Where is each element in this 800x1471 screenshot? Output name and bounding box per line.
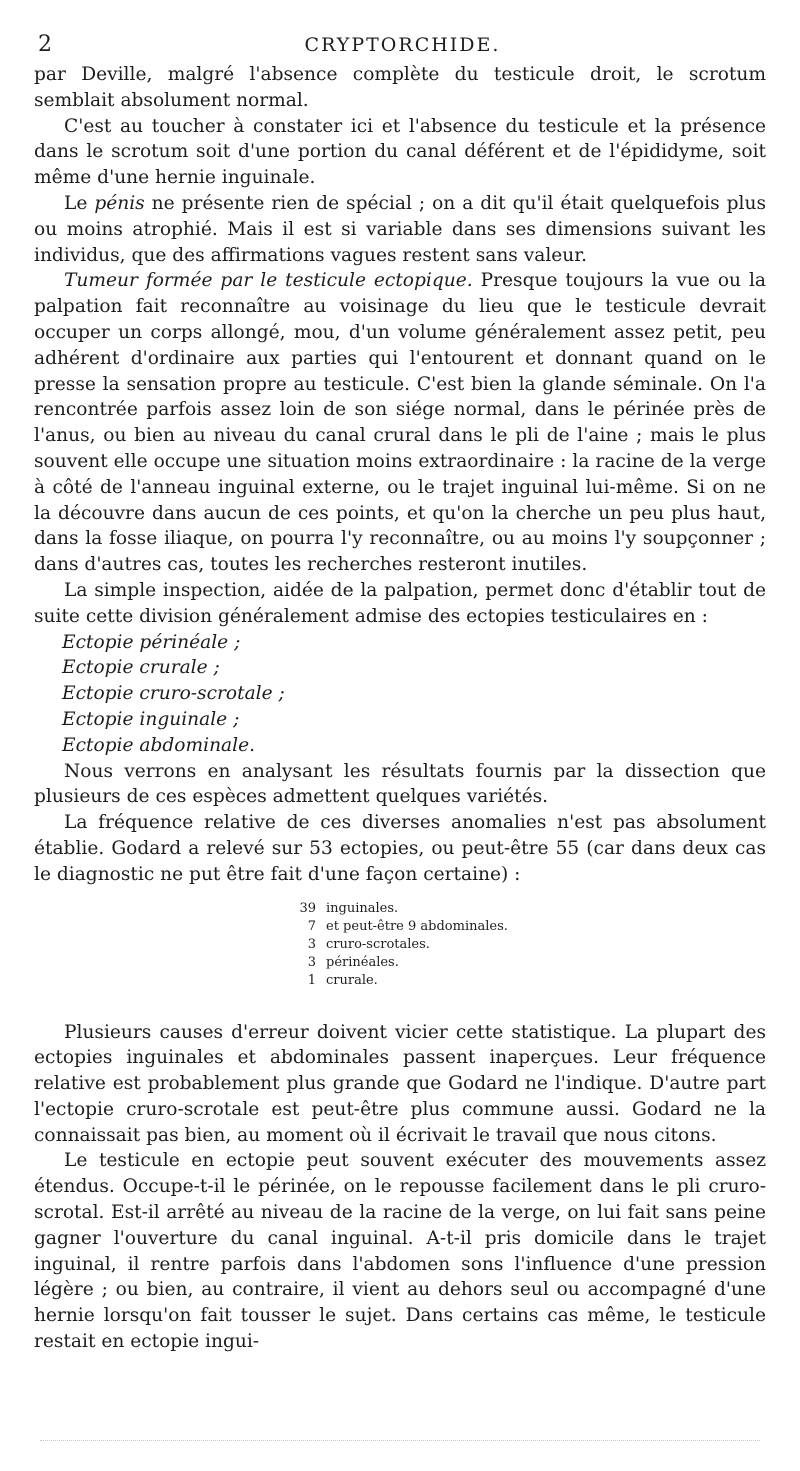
ectopy-list	[34, 630, 766, 759]
list-item: Ectopie crurale ;	[62, 657, 220, 679]
paragraph: C'est au toucher à constater ici et l'absence du testicule et la présence dans le scrotum soit d'une portion du canal déférent et de l'épididyme, soit même d'une hernie inguinale.	[34, 115, 766, 189]
page-header	[30, 30, 775, 60]
paragraph: La fréquence relative de ces diverses anomalies n'est pas absolument établie. Godard a relevé sur 53 ectopies, ou peut-être 55 (car dans deux cas le diagnostic ne put être fait d'une façon certaine) :	[34, 812, 766, 885]
stat-label: crurale.	[326, 972, 378, 988]
list-item: Ectopie cruro-scrotale ;	[62, 683, 285, 705]
stat-label: et peut-être 9 abdominales.	[326, 918, 508, 934]
table-row	[286, 918, 508, 936]
stat-count: 7	[307, 918, 316, 934]
stat-count: 1	[307, 972, 316, 988]
section-heading-italic: Tumeur formée par le testicule ectopique.	[64, 270, 473, 292]
list-item: Ectopie abdominale.	[62, 734, 256, 756]
stat-count: 3	[307, 954, 316, 970]
footer-divider	[40, 1440, 760, 1442]
paragraph: Le testicule en ectopie peut souvent exécuter des mouvements assez étendus. Occupe-t-il le périnée, on le repousse facilement dans le pli cruro-scrotal. Est-il arrêté au niveau de la racine de la verge, on lui fait sans peine gagner l'ouverture du canal inguinal. A-t-il pris domicile dans le trajet inguinal, il rentre parfois dans l'abdomen sons l'influence d'une pression légère ; ou bien, au contraire, il vient au dehors seul ou accompagné d'une hernie lorsqu'on fait tousser le sujet. Dans certains cas même, le testicule restait en ectopie ingui-	[34, 1150, 766, 1353]
paragraph: Plusieurs causes d'erreur doivent vicier cette statistique. La plupart des ectopies inguinales et abdominales passent inaperçues. Leur fréquence relative est probablement plus grande que Godard ne l'indique. D'autre part l'ectopie cruro-scrotale est peut-être plus commune aussi. Godard ne la connaissait pas bien, au moment où il écrivait le travail que nous citons.	[34, 1021, 766, 1146]
statistics-table	[286, 900, 508, 990]
table-row	[286, 936, 508, 954]
stat-count: 3	[307, 936, 316, 952]
paragraph: La simple inspection, aidée de la palpation, permet donc d'établir tout de suite cette division généralement admise des ectopies testiculaires en :	[34, 579, 766, 627]
paragraph	[34, 191, 766, 268]
paragraph: Nous verrons en analysant les résultats fournis par la dissection que plusieurs de ces espèces admettent quelques variétés.	[34, 760, 766, 808]
paragraph	[34, 268, 766, 578]
stat-label: inguinales.	[326, 900, 399, 916]
paragraph-text: ne présente rien de spécial ; on a dit qu'il était quelquefois plus ou moins atrophié. Mais il est si variable dans ses dimensions suivant les individus, que des affirmations vagues restent sans valeur.	[34, 192, 766, 266]
table-row	[286, 972, 508, 990]
paragraph-text: Presque toujours la vue ou la palpation fait reconnaître au voisinage du lieu que le testicule devrait occuper un corps allongé, mou, d'un volume généralement assez petit, peu adhérent d'ordinaire aux parties qui l'entourent et donnant quand on le presse la sensation propre au testicule. C'est bien la glande séminale. On l'a rencontrée parfois assez loin de son siége normal, dans le périnée près de l'anus, ou bien au niveau du canal crural dans le pli de l'aine ; mais le plus souvent elle occupe une situation moins extraordinaire : la racine de la verge à côté de l'anneau inguinal externe, ou le trajet inguinal lui-même. Si on ne la découvre dans aucun de ces points, et qu'on la cherche un peu plus haut, dans la fosse iliaque, on pourra l'y reconnaître, ou au moins l'y soupçonner ; dans d'autres cas, toutes les recherches resteront inutiles.	[34, 270, 767, 576]
list-item: Ectopie périnéale ;	[62, 631, 241, 653]
italic-term: pénis	[94, 192, 145, 214]
paragraph-text: Le	[64, 192, 95, 214]
body-text	[34, 62, 766, 1355]
table-row	[286, 954, 508, 972]
spacer	[34, 1000, 766, 1020]
list-item: Ectopie inguinale ;	[62, 708, 240, 730]
paragraph: par Deville, malgré l'absence complète du testicule droit, le scrotum semblait absolument normal.	[34, 64, 766, 111]
stat-count: 39	[299, 900, 316, 916]
stat-label: périnéales.	[326, 954, 399, 970]
running-title: CRYPTORCHIDE.	[304, 34, 501, 56]
stat-label: cruro-scrotales.	[326, 936, 430, 952]
page-number: 2	[38, 32, 52, 57]
table-row	[286, 900, 508, 918]
